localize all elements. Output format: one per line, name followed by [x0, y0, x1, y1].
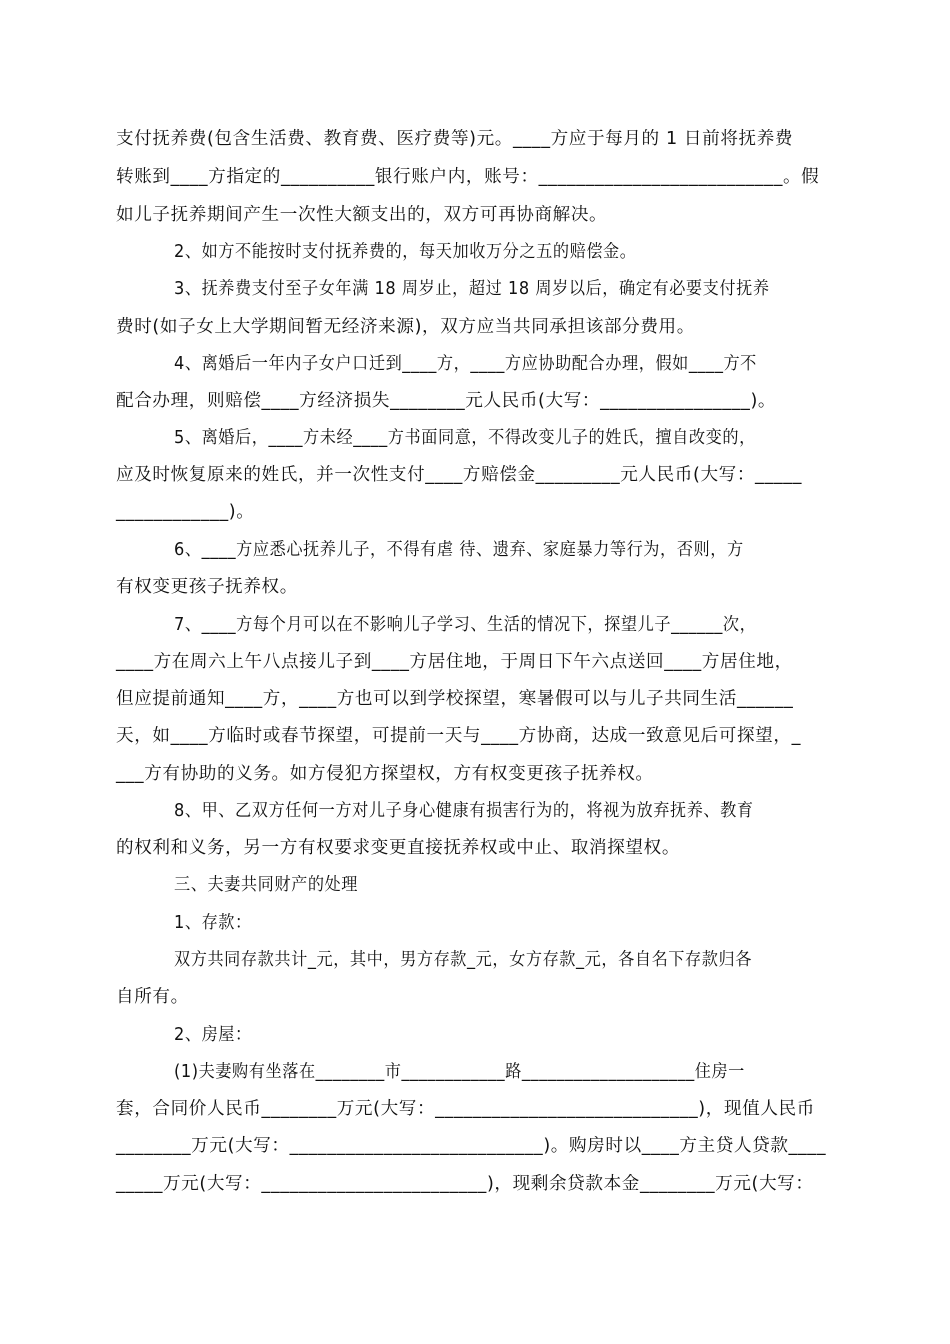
paragraph-line: ____方在周六上午八点接儿子到____方居住地，于周日下午六点送回____方居住地， [116, 652, 793, 672]
paragraph-line: 6、____方应悉心抚养儿子，不得有虐 待、遗弃、家庭暴力等行为，否则，方 [174, 540, 744, 560]
paragraph-line: 2、如方不能按时支付抚养费的，每天加收万分之五的赔偿金。 [174, 242, 637, 262]
paragraph-line: 套，合同价人民币________万元(大写：____________________________)，现值人民币 [116, 1099, 815, 1119]
paragraph-line: ___方有协助的义务。如方侵犯方探望权，方有权变更孩子抚养权。 [116, 764, 654, 784]
paragraph-line: 自所有。 [116, 987, 189, 1007]
paragraph-line: _____万元(大写：________________________)，现剩余贷款本金________万元(大写： [116, 1174, 814, 1194]
subsection-heading: 1、存款： [174, 913, 252, 933]
paragraph-line: 7、____方每个月可以在不影响儿子学习、生活的情况下，探望儿子______次， [174, 615, 757, 635]
paragraph-line: 配合办理，则赔偿____方经济损失________元人民币(大写：________________)。 [116, 391, 777, 411]
paragraph-line: 双方共同存款共计_元，其中，男方存款_元，女方存款_元，各自名下存款归各 [174, 950, 752, 970]
paragraph-line: ____________)。 [116, 502, 255, 522]
paragraph-line: 3、抚养费支付至子女年满 18 周岁止，超过 18 周岁以后，确定有必要支付抚养 [174, 279, 770, 299]
paragraph-line: 费时(如子女上大学期间暂无经济来源)，双方应当共同承担该部分费用。 [116, 317, 695, 337]
paragraph-line: ________万元(大写：___________________________)。购房时以____方主贷人贷款____ [116, 1136, 827, 1156]
section-heading: 三、夫妻共同财产的处理 [174, 875, 359, 895]
paragraph-line: 天，如____方临时或春节探望，可提前一天与____方协商，达成一致意见后可探望，_ [116, 726, 801, 746]
paragraph-line: 5、离婚后，____方未经____方书面同意，不得改变儿子的姓氏，擅自改变的， [174, 428, 756, 448]
paragraph-line: 如儿子抚养期间产生一次性大额支出的，双方可再协商解决。 [116, 205, 608, 225]
paragraph-line: (1)夫妻购有坐落在________市____________路____________________住房一 [174, 1062, 745, 1082]
paragraph-line: 有权变更孩子抚养权。 [116, 577, 298, 597]
paragraph-line: 8、甲、乙双方任何一方对儿子身心健康有损害行为的，将视为放弃抚养、教育 [174, 801, 754, 821]
subsection-heading: 2、房屋： [174, 1025, 252, 1045]
paragraph-line: 但应提前通知____方，____方也可以到学校探望，寒暑假可以与儿子共同生活______ [116, 689, 794, 709]
paragraph-line: 转账到____方指定的__________银行账户内，账号：__________________________。假 [116, 167, 820, 187]
paragraph-line: 的权利和义务，另一方有权要求变更直接抚养权或中止、取消探望权。 [116, 838, 681, 858]
paragraph-line: 支付抚养费(包含生活费、教育费、医疗费等)元。____方应于每月的 1 日前将抚养费 [116, 129, 794, 149]
paragraph-line: 4、离婚后一年内子女户口迁到____方，____方应协助配合办理，假如____方不 [174, 354, 757, 374]
paragraph-line: 应及时恢复原来的姓氏，并一次性支付____方赔偿金_________元人民币(大写：_____ [116, 465, 803, 485]
